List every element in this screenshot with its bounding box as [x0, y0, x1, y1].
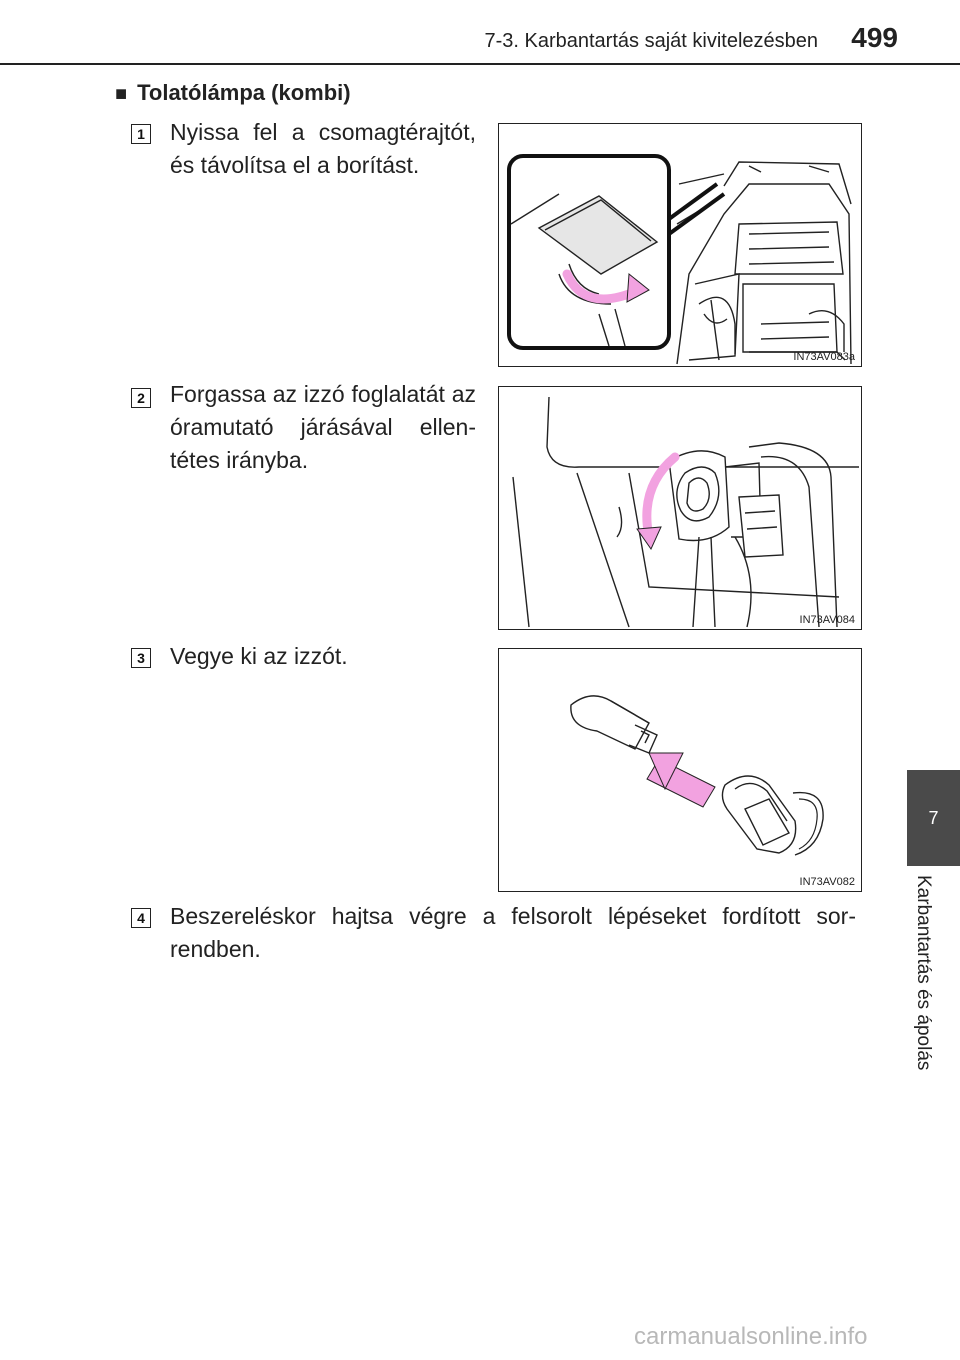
step-number-3: 3: [131, 648, 151, 668]
section-heading: [115, 80, 351, 106]
tailgate-illustration: [499, 124, 863, 368]
chapter-title: 7-3. Karbantartás saját kivitelezésben: [484, 30, 818, 52]
step-text-2: Forgassa az izzó foglalatát az óramutató járásával ellen-tétes irányba.: [170, 381, 476, 473]
bulb-removal-illustration: [499, 649, 863, 893]
chapter-tab-label: Karbantartás és ápolás: [913, 875, 934, 1071]
section-bullet: ■: [115, 83, 128, 105]
section-title: Tolatólámpa (kombi): [137, 80, 351, 105]
page-header: [0, 0, 960, 66]
header-divider: [0, 63, 960, 65]
figure-remove-bulb: [498, 648, 862, 892]
chapter-tab-number: 7: [928, 807, 939, 828]
step-number-4: 4: [131, 908, 151, 928]
figure-code-1: IN73AV083a: [793, 351, 855, 363]
figure-code-3: IN73AV082: [799, 876, 855, 888]
chapter-tab[interactable]: [907, 770, 960, 866]
watermark: carmanualsonline.info: [634, 1323, 868, 1350]
step-number-1: 1: [131, 124, 151, 144]
socket-rotation-illustration: [499, 387, 863, 631]
step-text-4: Beszereléskor hajtsa végre a felsorolt lépéseket fordított sor-rendben.: [170, 903, 856, 962]
figure-code-2: IN73AV084: [799, 614, 855, 626]
step-number-2: 2: [131, 388, 151, 408]
figure-open-tailgate: [498, 123, 862, 367]
step-text-1: Nyissa fel a csomagtérajtót, és távolítsa el a borítást.: [170, 119, 476, 178]
step-text-3: Vegye ki az izzót.: [170, 643, 348, 669]
page-number: 499: [851, 22, 898, 53]
figure-rotate-socket: [498, 386, 862, 630]
